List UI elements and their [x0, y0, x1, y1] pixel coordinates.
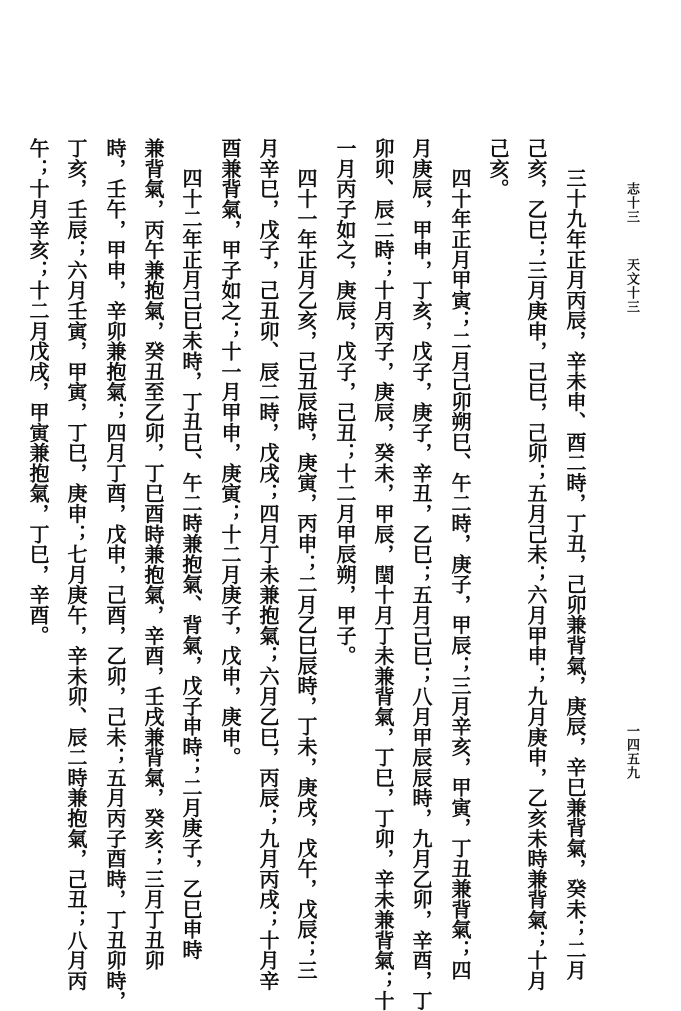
- text-column-9: 月辛巳，戊子，己丑卯、辰二時，戊戌；四月丁未兼抱氣；六月乙巳，丙辰；九月丙戌；十月辛: [256, 138, 280, 991]
- text-column-15: 午；十月辛亥；十二月戊戌，甲寅兼抱氣，丁巳，辛酉。: [26, 138, 50, 646]
- section-label: 天文十三: [624, 258, 639, 314]
- text-column-6: 卯卯、辰二時；十月丙子，庚辰，癸未，甲辰，閏十月丁未兼背氣，丁巳，丁卯，辛未兼背氣；十: [371, 138, 395, 1011]
- chapter-label: 志十三: [624, 182, 639, 224]
- text-column-14: 丁亥，壬辰；六月壬寅，甲寅，丁巳，庚申；七月庚午，辛未卯、辰二時兼抱氣，己丑；八月丙: [64, 138, 88, 991]
- text-column-5: 月庚辰，甲申，丁亥，戊子，庚子，辛丑，乙巳；五月己巳；八月甲辰辰時，九月乙卯，辛酉，丁: [409, 138, 433, 1011]
- page-number: 一四五九: [624, 724, 639, 780]
- text-column-11: 四十二年正月己巳未時，丁丑巳、午二時兼抱氣、背氣，戊子申時；二月庚子，乙巳申時: [179, 168, 203, 960]
- text-column-3: 己亥。: [486, 138, 510, 199]
- text-column-12: 兼背氣，丙午兼抱氣，癸丑至乙卯，丁巳酉時兼抱氣，辛酉，壬戌兼背氣，癸亥；三月丁丑卯: [141, 138, 165, 971]
- text-column-13: 時，壬午，甲申，辛卯兼抱氣；四月丁酉，戊申，己酉，乙卯，己未；五月丙子酉時，丁丑卯時，: [103, 138, 127, 1011]
- text-column-4: 四十年正月甲寅；二月己卯朔巳、午二時，庚子，甲辰；三月辛亥，甲寅，丁丑兼背氣；四: [448, 168, 472, 980]
- text-column-7: 一月丙子如之，庚辰，戊子，己丑；十二月甲辰朔，甲子。: [333, 138, 357, 666]
- text-column-10: 酉兼背氣，甲子如之；十一月甲申，庚寅；十二月庚子，戊申，庚申。: [218, 138, 242, 768]
- text-column-2: 己亥，乙巳；三月庚申，己巳，己卯；五月己未；六月甲申；九月庚申，乙亥未時兼背氣；十月: [524, 138, 548, 991]
- text-column-1: 三十九年正月丙辰，辛未申、酉二時，丁丑，己卯兼背氣，庚辰，辛巳兼背氣，癸未；二月: [563, 168, 587, 980]
- text-column-8: 四十一年正月乙亥，己丑辰時，庚寅，丙申；二月乙巳辰時，丁未，庚戌，戊午，戊辰；三: [294, 168, 318, 980]
